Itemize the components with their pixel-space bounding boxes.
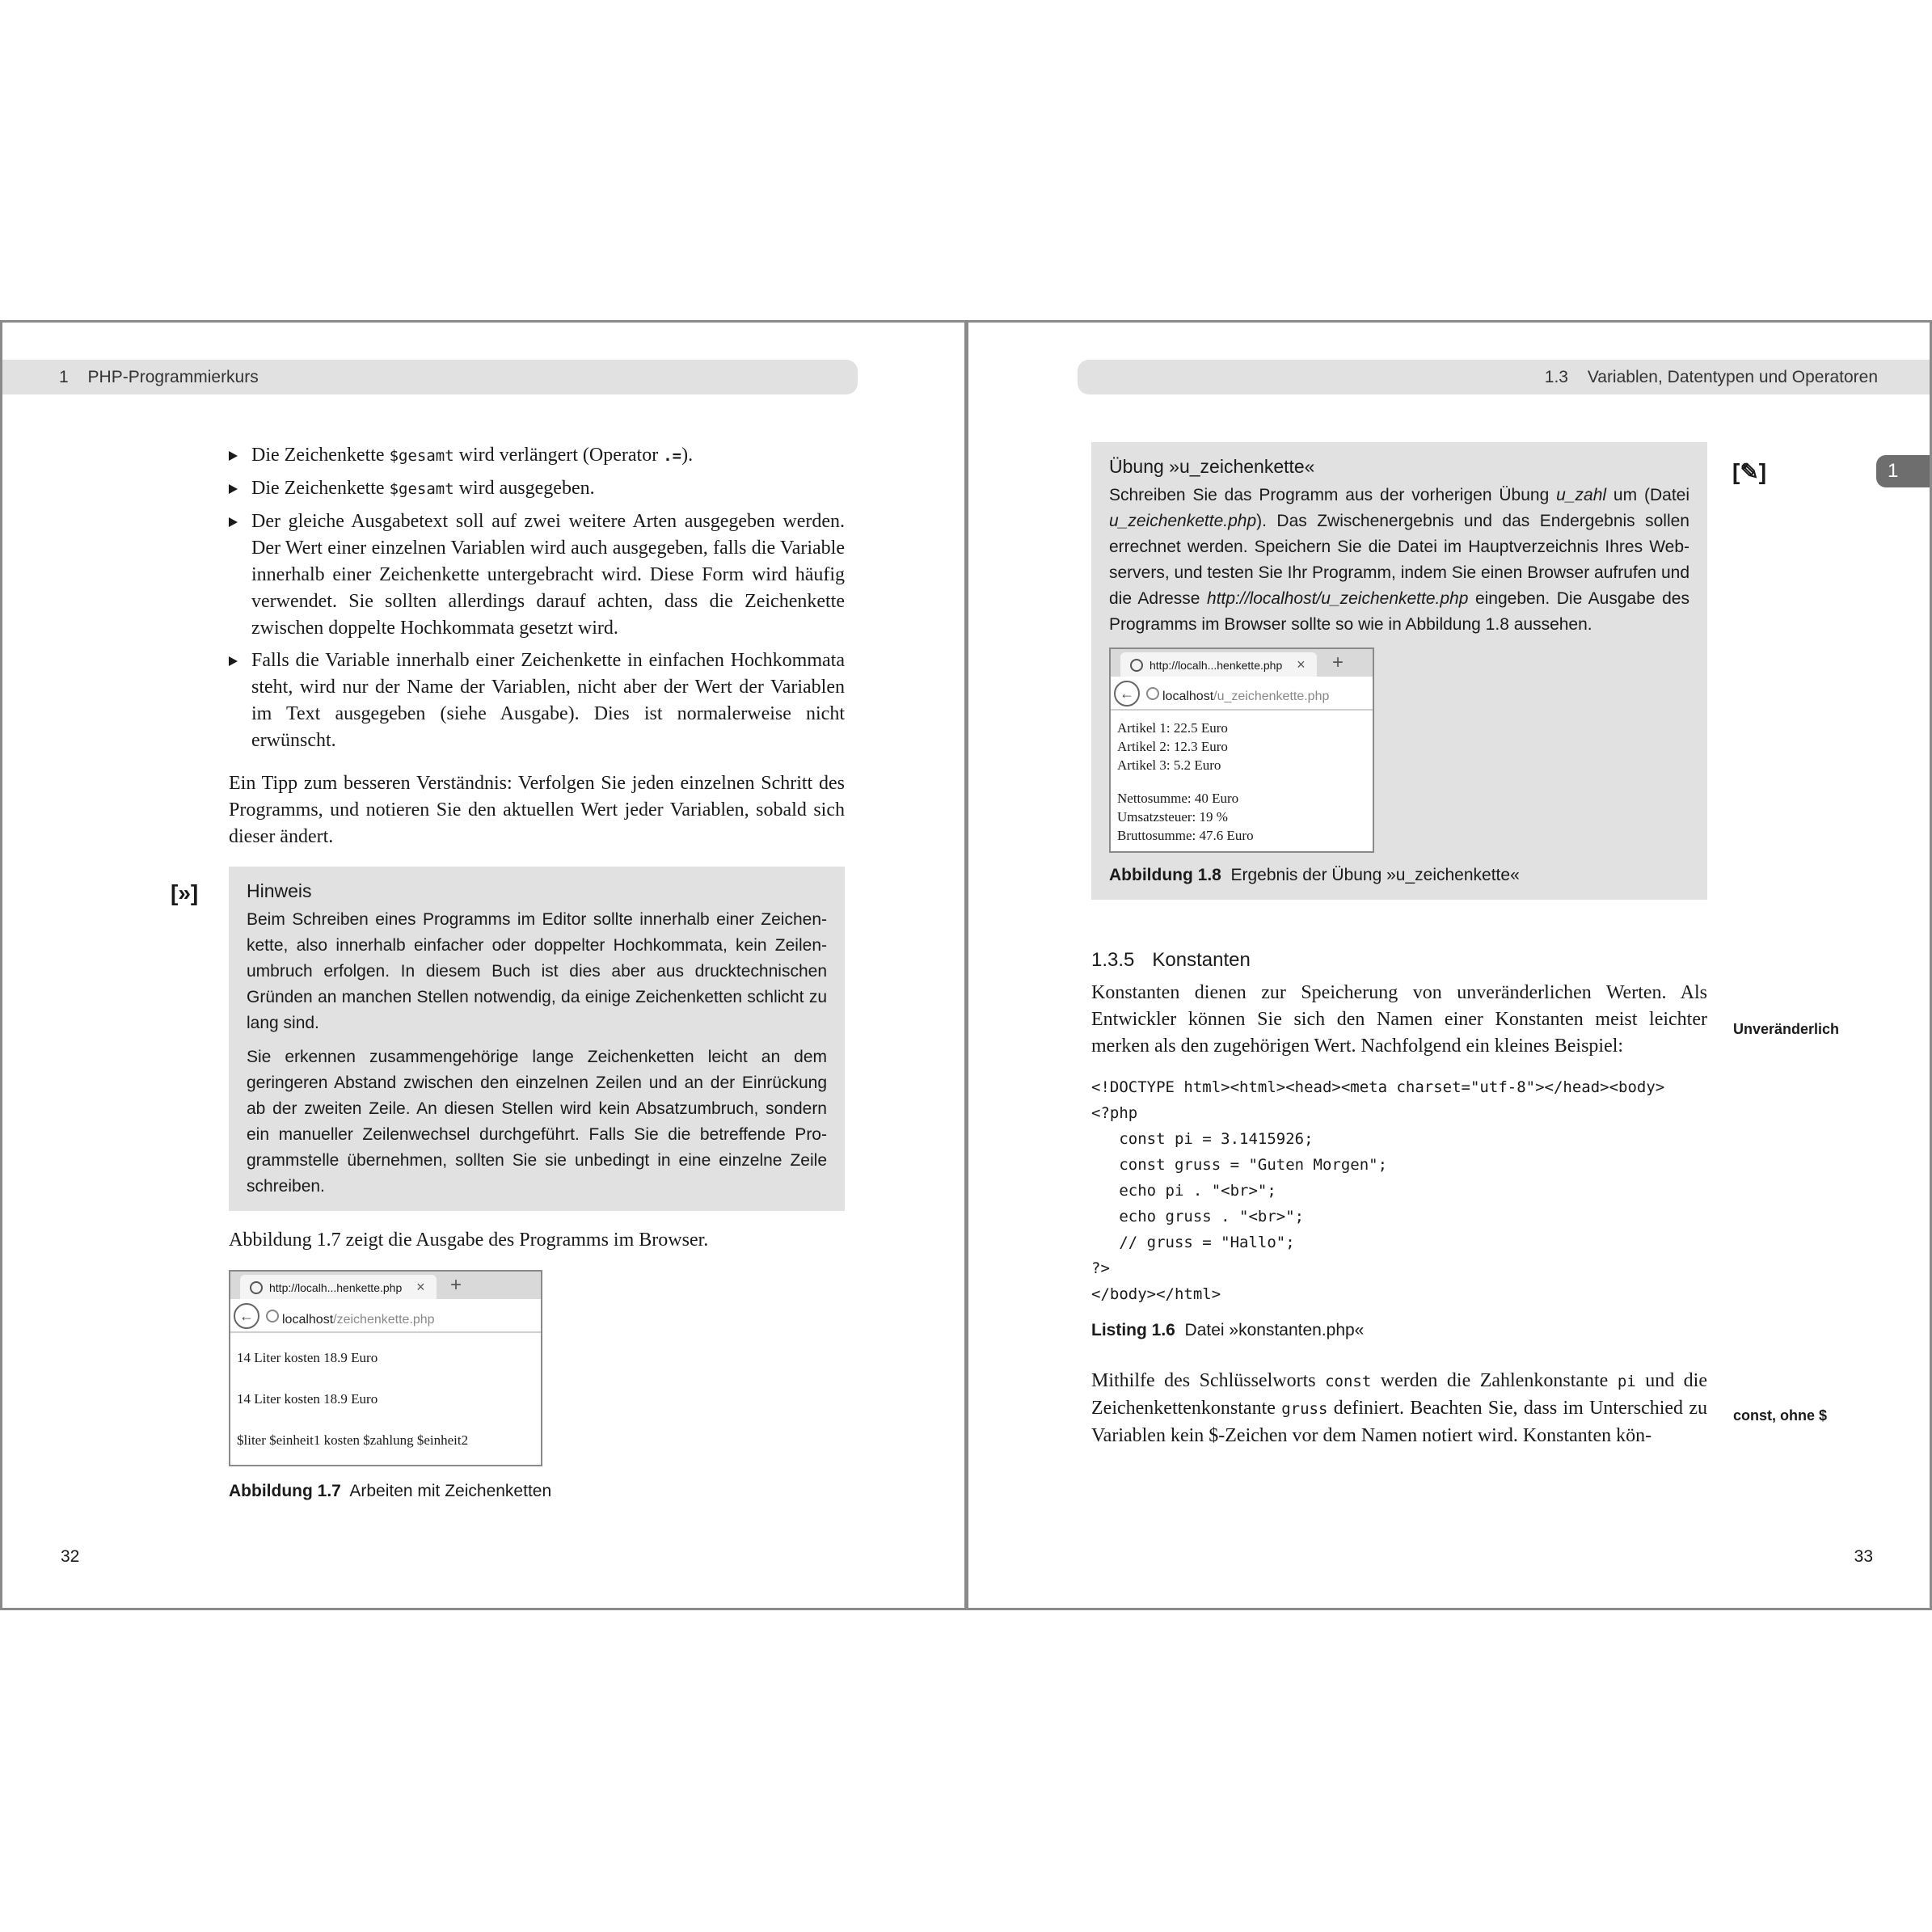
back-arrow-icon: ← [234, 1303, 259, 1329]
code-line: </body></html> [1091, 1285, 1221, 1303]
left-page [0, 320, 967, 1610]
running-header [2, 360, 858, 394]
page-number: 33 [1854, 1547, 1873, 1566]
section-number: 1.3 [1544, 368, 1568, 386]
list-item: Die Zeichenkette $gesamt wird verlängert (Operator .=). [229, 442, 845, 470]
exercise-box [1091, 442, 1707, 900]
code-line: echo gruss . "<br>"; [1091, 1208, 1305, 1225]
bullet-list [229, 442, 845, 754]
output-line: Umsatzsteuer: 19 % [1117, 809, 1228, 825]
margin-note-const: const, ohne $ [1733, 1407, 1828, 1424]
section-heading: 1.3.5 Konstanten [1091, 949, 1251, 971]
output-line: Artikel 2: 12.3 Euro [1117, 739, 1228, 754]
browser-tab: http://localh...henkette.php × [1120, 652, 1317, 677]
browser-url: localhost/zeichenkette.php [282, 1313, 435, 1327]
bullet-triangle-icon [229, 656, 238, 666]
bullet-triangle-icon [229, 484, 238, 494]
code-line: // gruss = "Hallo"; [1091, 1234, 1295, 1251]
hint-title: Hinweis [247, 880, 312, 901]
figure-intro: Abbildung 1.7 zeigt die Ausgabe des Programms im Browser. [229, 1230, 709, 1251]
const-paragraph: Mithilfe des Schlüsselworts const werden die Zahlenkonstante pi und die Zeichenkettenkonstante gruss definiert. Beachten Sie, dass im Unterschied zu Variablen kein $-Zeichen vor dem Namen notiert wird. Konstanten kön- [1091, 1370, 1707, 1446]
left-text-column [229, 442, 845, 1504]
tip-paragraph: Ein Tipp zum besseren Verständnis: Verfolgen Sie jeden einzelnen Schritt des Programms, und notieren Sie den aktuellen Wert jeder Variablen, sobald sich dieser ändert. [229, 773, 845, 847]
output-line: $liter $einheit1 kosten $zahlung $einheit2 [237, 1432, 469, 1448]
right-text-column [1091, 442, 1707, 1462]
browser-logo-icon [250, 1281, 263, 1294]
listing-caption: Listing 1.6 Datei »konstanten.php« [1091, 1321, 1365, 1339]
bullet-triangle-icon [229, 517, 238, 527]
close-icon: × [416, 1279, 425, 1295]
browser-tabbar [230, 1272, 541, 1299]
output-line: Artikel 1: 22.5 Euro [1117, 720, 1228, 736]
konstanten-paragraph: Konstanten dienen zur Speicherung von unveränderlichen Werten. Als Entwickler können Sie sich den Namen einer Konstanten meist leichter merken als den zugehörigen Wert. Nachfolgend ein kleines Beispiel: [1091, 982, 1707, 1057]
browser-urlbar [230, 1299, 541, 1333]
list-item: Falls die Variable innerhalb einer Zeichenkette in einfachen Hochkommata steht, wird nur der Name der Variablen, nicht aber der Wert der Variablen im Text ausgegeben (siehe Ausgabe). Dies ist normalerweise nicht erwünscht. [229, 648, 845, 754]
running-header [1078, 360, 1932, 394]
code-line: <!DOCTYPE html><html><head><meta charset="utf-8"></head><body> [1091, 1078, 1665, 1096]
back-arrow-icon: ← [1114, 681, 1140, 707]
browser-logo-icon [1130, 659, 1143, 672]
code-line: ?> [1091, 1259, 1110, 1277]
pencil-icon: [✎] [1732, 459, 1767, 484]
code-line: <?php [1091, 1104, 1138, 1122]
browser-content [230, 1333, 541, 1465]
page-number: 32 [61, 1547, 80, 1566]
margin-note-unveraenderlich: Unveränderlich [1733, 1021, 1840, 1037]
globe-icon [266, 1310, 279, 1322]
browser-content [1111, 711, 1373, 851]
code-line: echo pi . "<br>"; [1091, 1182, 1276, 1200]
plus-icon: + [450, 1274, 462, 1296]
list-item: Die Zeichenkette $gesamt wird ausgegeben. [229, 475, 845, 503]
close-icon: × [1297, 656, 1306, 673]
section-title: Variablen, Datentypen und Operatoren [1587, 368, 1878, 386]
chapter-title: PHP-Programmierkurs [87, 368, 259, 386]
figure-caption: Abbildung 1.7 Arbeiten mit Zeichenketten [229, 1482, 552, 1500]
output-line: Artikel 3: 5.2 Euro [1117, 757, 1221, 773]
right-page [966, 320, 1932, 1610]
code-listing [1091, 1074, 1707, 1307]
globe-icon [1146, 687, 1159, 700]
browser-url: localhost/u_zeichenkette.php [1162, 690, 1330, 703]
hint-box [229, 867, 845, 1211]
code-line: const pi = 3.1415926; [1091, 1130, 1314, 1148]
output-line: Nettosumme: 40 Euro [1117, 791, 1239, 806]
code-line: const gruss = "Guten Morgen"; [1091, 1156, 1388, 1174]
plus-icon: + [1332, 652, 1344, 673]
bullet-triangle-icon [229, 451, 238, 461]
exercise-paragraph: Schreiben Sie das Programm aus der vorherigen Übung u_zahl um (Datei u_zeichenkette.php). Das Zwischenergebnis und das Endergebnis sollen errechnet werden. Speichern Sie die Datei im Hauptverzeichnis Ihres Webservers, und testen Sie Ihr Programm, indem Sie einen Browser aufrufen und die Adresse http://localhost/u_zeichenkette.php eingeben. Die Ausgabe des Programms im Browser sollte so wie in Abbildung 1.8 aussehen. [1109, 486, 1689, 634]
output-line: 14 Liter kosten 18.9 Euro [237, 1350, 378, 1365]
browser-tab: http://localh...henkette.php × [240, 1275, 437, 1299]
chapter-tab: 1 [1876, 455, 1930, 487]
hint-paragraph-1: Beim Schreiben eines Programms im Editor sollte innerhalb einer Zeichenkette, also innerhalb einfacher oder doppelter Hochkommata, kein Zeilenumbruch erfolgen. In diesem Buch ist dies aber aus drucktechnischen Gründen an manchen Stellen notwendig, da einige Zeichenketten schlicht zu lang sind. [247, 910, 827, 1032]
list-item: Der gleiche Ausgabetext soll auf zwei weitere Arten ausgegeben werden. Der Wert einer einzelnen Variablen wird auch ausgegeben, falls die Variable innerhalb einer Zeichenkette untergebracht wird. Diese Form wird häufig verwendet. Sie sollten allerdings darauf achten, dass die Zeichenkette zwischen doppelte Hochkommata gesetzt wird. [229, 508, 845, 642]
hint-paragraph-2: Sie erkennen zusammengehörige lange Zeichenketten leicht an dem geringeren Abstand zwischen den einzelnen Zeilen und an der Einrückung ab der zweiten Zeile. An diesen Stellen wird kein Absatzumbruch, sondern ein manueller Zeilenwechsel durchgeführt. Falls Sie die betreffende Programmstelle übernehmen, sollten Sie sie unbedingt in eine einzelne Zeile schreiben. [247, 1048, 827, 1196]
figure-caption: Abbildung 1.8 Ergebnis der Übung »u_zeichenkette« [1109, 866, 1520, 884]
output-line: 14 Liter kosten 18.9 Euro [237, 1391, 378, 1407]
browser-urlbar [1111, 677, 1373, 711]
hint-icon: [»] [171, 880, 199, 905]
browser-screenshot [229, 1270, 542, 1466]
output-line: Bruttosumme: 47.6 Euro [1117, 828, 1254, 843]
browser-screenshot [1109, 648, 1374, 853]
chapter-number: 1 [59, 368, 69, 386]
exercise-title: Übung »u_zeichenkette« [1109, 456, 1315, 477]
browser-tabbar [1111, 649, 1373, 677]
